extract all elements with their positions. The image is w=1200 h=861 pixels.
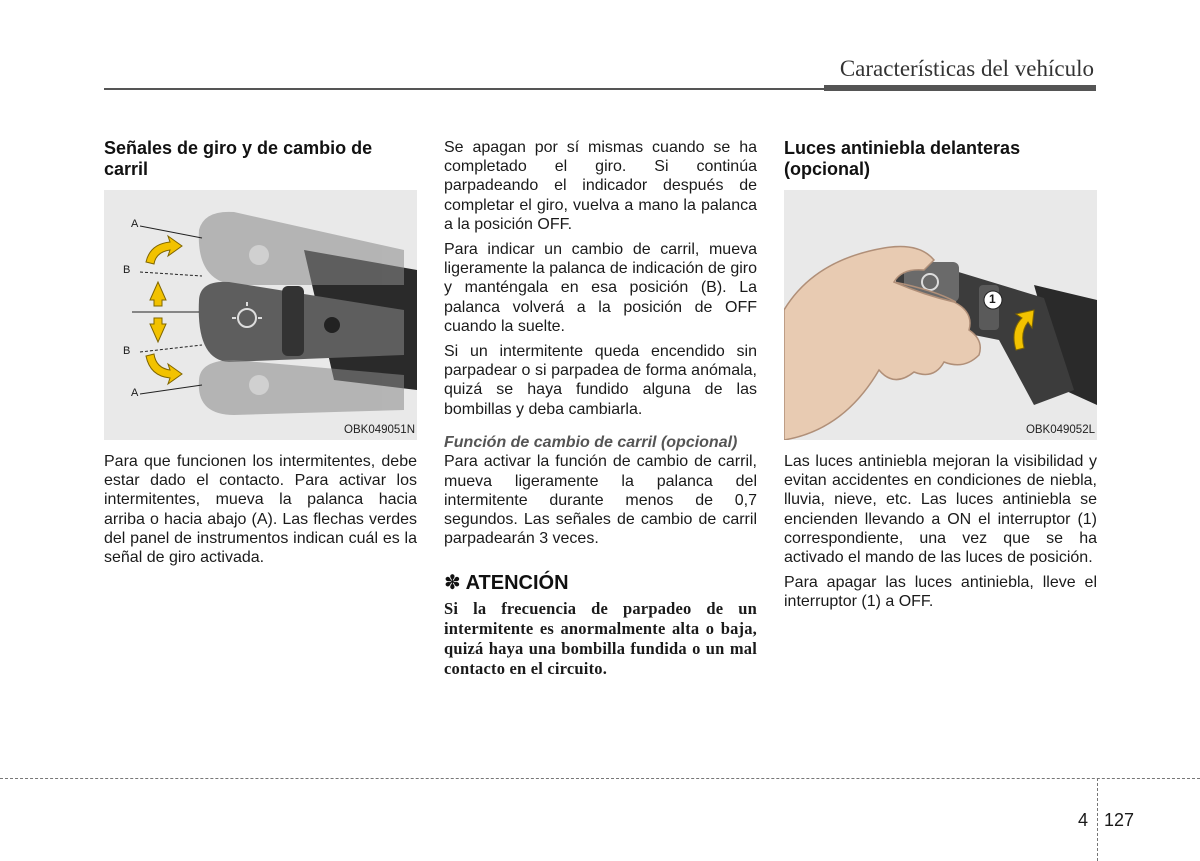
column-right <box>784 138 1097 618</box>
label-b-bottom: B <box>123 345 131 357</box>
fog-light-illustration <box>784 190 1097 440</box>
turn-signal-figure <box>104 190 417 440</box>
header-rule-thick <box>824 85 1096 91</box>
attention-title: ✽ ATENCIÓN <box>444 572 569 595</box>
paragraph: Para apagar las luces antiniebla, lleve el interruptor (1) a OFF. <box>784 574 1097 611</box>
fog-light-figure <box>784 190 1097 440</box>
fog-lights-heading: Luces antiniebla delanteras (opcional) <box>784 138 1021 179</box>
footer-divider <box>1097 778 1098 861</box>
turn-signal-heading: Señales de giro y de cambio de carril <box>104 138 373 179</box>
paragraph: Si un intermitente queda encendido sin parpadear o si parpadea de forma anómala, quizá se haya fundido alguna de las bombillas y deba cambiarla. <box>444 343 757 418</box>
column-middle <box>444 138 757 679</box>
label-b-top: B <box>123 264 131 276</box>
page-header-title: Características del vehículo <box>839 56 1094 81</box>
page-number: 127 <box>1104 810 1135 830</box>
label-1: 1 <box>989 292 996 306</box>
chapter-number: 4 <box>1078 810 1089 830</box>
figure-caption: OBK049052L <box>1025 424 1095 436</box>
footer-rule <box>0 778 1200 779</box>
label-a-bottom: A <box>131 387 139 399</box>
figure-caption: OBK049051N <box>344 424 415 436</box>
label-a-top: A <box>131 218 139 230</box>
turn-signal-illustration <box>104 190 417 440</box>
column-left <box>104 138 417 573</box>
paragraph: Las luces antiniebla mejoran la visibilidad y evitan accidentes en condiciones de niebla, lluvia, nieve, etc. Las luces antiniebla se encienden llevando a ON el interruptor (1) correspondiente, una vez que se ha activado el mando de las luces de posición. <box>784 453 1097 567</box>
attention-text: Si la frecuencia de parpadeo de un intermitente es anormalmente alta o baja, quizá haya una bombilla fundida o un mal contacto en el circuito. <box>444 599 757 679</box>
paragraph: Para activar la función de cambio de carril, mueva ligeramente la palanca del intermitente durante menos de 0,7 segundos. Las señales de cambio de carril parpadearán 3 veces. <box>444 453 757 548</box>
paragraph: Para que funcionen los intermitentes, debe estar dado el contacto. Para activar los intermitentes, mueva la palanca hacia arriba o hacia abajo (A). Las flechas verdes del panel de instrumentos indican cuál es la señal de giro activada. <box>104 453 417 567</box>
paragraph: Se apagan por sí mismas cuando se ha completado el giro. Si continúa parpadeando el indicador después de completar el giro, vuelva a mano la palanca a la posición OFF. <box>444 139 757 233</box>
paragraph: Para indicar un cambio de carril, mueva ligeramente la palanca de indicación de giro y manténgala en esa posición (B). La palanca volverá a la posición de OFF cuando la suelte. <box>444 241 757 335</box>
lane-change-subheading: Función de cambio de carril (opcional) <box>444 433 738 451</box>
